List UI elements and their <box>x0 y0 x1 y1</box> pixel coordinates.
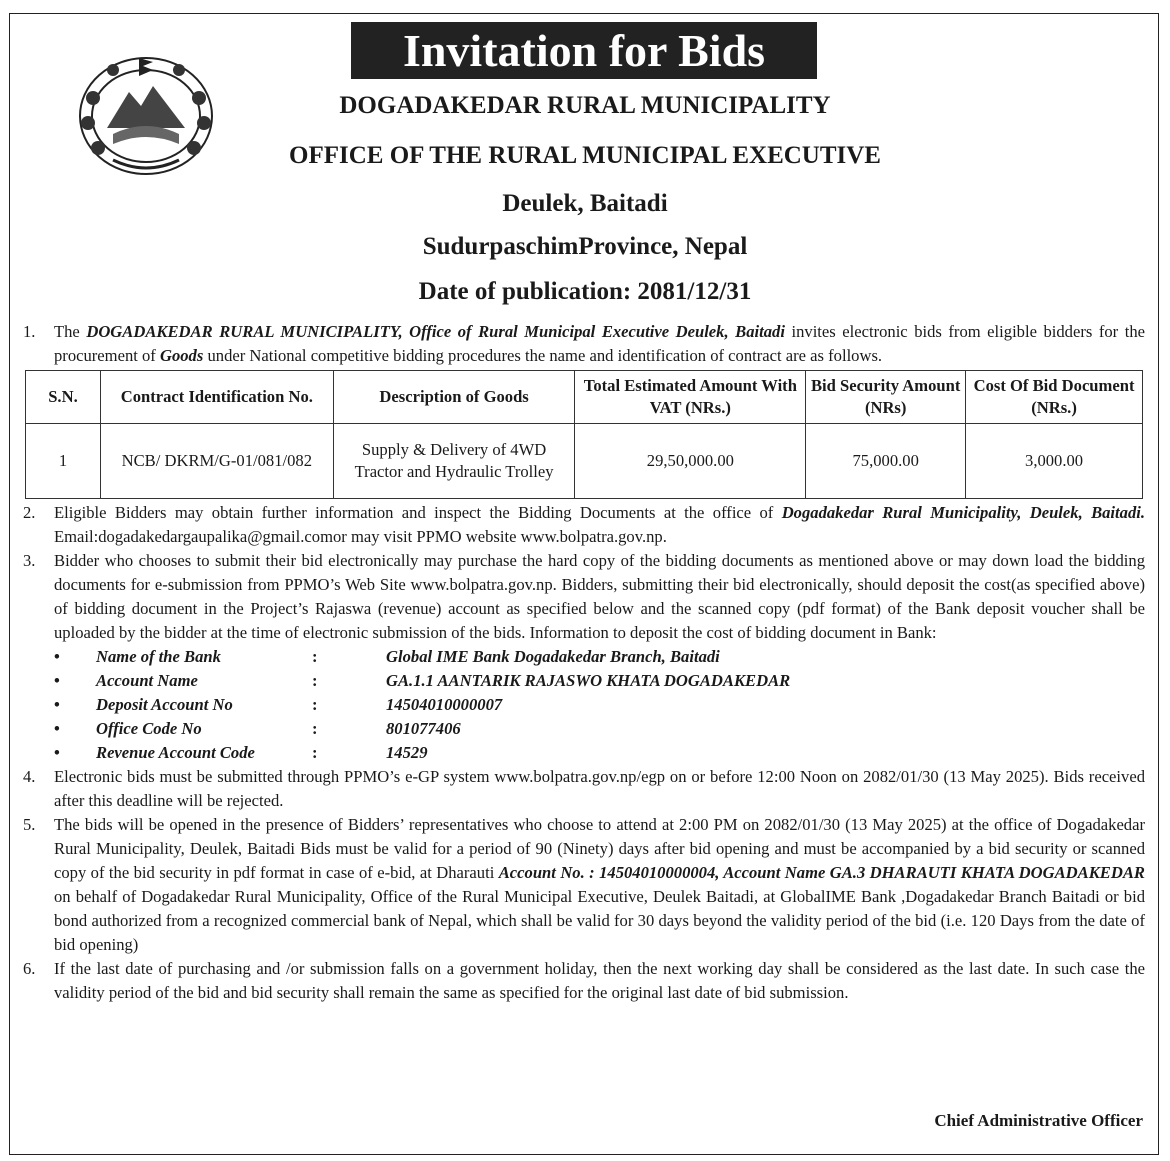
bullet: • <box>54 647 60 666</box>
bank-label: Name of the Bank <box>96 647 221 666</box>
text: invites electronic bids from eligible bidders for the procurement of <box>54 322 1146 365</box>
text: The <box>54 322 87 341</box>
notice-title: Invitation for Bids <box>351 22 817 79</box>
text: Electronic bids must be submitted through PPMO’s e-GP system www.bolpatra.gov.np/egp on or before 12:00 Noon on 2082/01/30 (13 May 2025). Bids received after this deadline will be rejected. <box>54 767 1145 810</box>
text: Bidder who chooses to submit their bid electronically may purchase the hard copy of the bidding documents as mentioned above or may down load the bidding documents for e-submission from PPMO’s Web Site www.bolpatra.gov.np. Bidders, submitting their bid electronically, should deposit the cost(as specified above) of bidding document in the Project’s Rajaswa (revenue) account as specified below and the scanned copy (pdf format) of the Bank deposit voucher shall be uploaded by the bidder at the time of electronic submission of the bids. Information to deposit the cost of bidding document in Bank: <box>54 551 1145 642</box>
paragraph-1 <box>23 320 1145 368</box>
colon: : <box>312 719 318 738</box>
colon: : <box>312 695 318 714</box>
paragraph-number: 2. <box>23 503 36 522</box>
text: on behalf of Dogadakedar Rural Municipality, Office of the Rural Municipal Executive, Deulek Baitadi, at GlobalIME Bank ,Dogadakedar Branch Baitadi or bid bond authorized from a recognized commercial bank of Nepal, which shall be valid for 30 days beyond the validity period of the bid (i.e. 120 Days from the date of bid opening) <box>54 887 1145 954</box>
bank-row <box>54 741 1145 765</box>
bank-row <box>54 669 1145 693</box>
bullet: • <box>54 695 60 714</box>
bank-value: 14529 <box>386 743 428 762</box>
paragraph-number: 3. <box>23 551 36 570</box>
bullet: • <box>54 671 60 690</box>
bank-row <box>54 717 1145 741</box>
office-name: OFFICE OF THE RURAL MUNICIPAL EXECUTIVE <box>289 142 881 169</box>
cell-description: Supply & Delivery of 4WD Tractor and Hydraulic Trolley <box>333 424 575 499</box>
paragraph-6 <box>23 957 1145 1005</box>
paragraph-number: 5. <box>23 815 36 834</box>
notice-body <box>23 320 1145 1005</box>
paragraph-number: 1. <box>23 322 36 341</box>
bullet: • <box>54 719 60 738</box>
header-contract-id: Contract Identification No. <box>100 371 333 424</box>
bank-row <box>54 645 1145 669</box>
cell-sn: 1 <box>26 424 101 499</box>
text: under National competitive bidding procedures the name and identification of contract are as follows. <box>203 346 883 365</box>
table-header-row <box>26 371 1143 424</box>
cell-contract-id: NCB/ DKRM/G-01/081/082 <box>100 424 333 499</box>
header-estimated-amount: Total Estimated Amount With VAT (NRs.) <box>575 371 806 424</box>
bank-value: GA.1.1 AANTARIK RAJASWO KHATA DOGADAKEDAR <box>386 671 791 690</box>
bank-label: Deposit Account No <box>96 695 233 714</box>
text: Email:dogadakedargaupalika@gmail.comor may visit PPMO website www.bolpatra.gov.np. <box>54 527 667 546</box>
bold-text: Goods <box>159 346 204 365</box>
bank-value: 14504010000007 <box>386 695 503 714</box>
contract-table <box>25 370 1143 499</box>
colon: : <box>312 743 318 762</box>
bank-details <box>23 645 1145 765</box>
bank-label: Office Code No <box>96 719 202 738</box>
bullet: • <box>54 743 60 762</box>
bold-text: Dogadakedar Rural Municipality, Deulek, Baitadi. <box>781 503 1146 522</box>
bank-value: 801077406 <box>386 719 461 738</box>
signature-title: Chief Administrative Officer <box>934 1111 1143 1130</box>
paragraph-number: 4. <box>23 767 36 786</box>
paragraph-3 <box>23 549 1145 645</box>
text: If the last date of purchasing and /or submission falls on a government holiday, then the next working day shall be considered as the last date. In such case the validity period of the bid and bid security shall remain the same as specified for the original last date of bid submission. <box>54 959 1145 1002</box>
cell-doc-cost: 3,000.00 <box>966 424 1143 499</box>
bold-text: Account No. : 14504010000004, Account Name GA.3 DHARAUTI KHATA DOGADAKEDAR <box>498 863 1145 882</box>
cell-estimated-amount: 29,50,000.00 <box>575 424 806 499</box>
paragraph-4 <box>23 765 1145 813</box>
header-doc-cost: Cost Of Bid Document (NRs.) <box>966 371 1143 424</box>
text: The bids will be opened in the presence of Bidders’ representatives who choose to attend at 2:00 PM on 2082/01/30 (13 May 2025) at the office of Dogadakedar Rural Municipality, Deulek, Baitadi Bids must be valid for a period of 90 (Ninety) days after bid opening and must be accompanied by a bid security or scanned copy of the bid security in pdf format in case of e-bid, at Dharauti <box>54 815 1145 882</box>
text: Eligible Bidders may obtain further information and inspect the Bidding Documents at the office of <box>54 503 782 522</box>
header-bid-security: Bid Security Amount (NRs) <box>806 371 966 424</box>
cell-bid-security: 75,000.00 <box>806 424 966 499</box>
bank-row <box>54 693 1145 717</box>
publication-date: Date of publication: 2081/12/31 <box>418 278 752 305</box>
colon: : <box>312 671 318 690</box>
bold-text: DOGADAKEDAR RURAL MUNICIPALITY, Office of Rural Municipal Executive Deulek, Baitadi <box>86 322 785 341</box>
paragraph-2 <box>23 501 1145 549</box>
location: Deulek, Baitadi <box>502 190 668 217</box>
paragraph-number: 6. <box>23 959 36 978</box>
bank-value: Global IME Bank Dogadakedar Branch, Baitadi <box>386 647 720 666</box>
colon: : <box>312 647 318 666</box>
province: SudurpaschimProvince, Nepal <box>422 233 748 260</box>
paragraph-5 <box>23 813 1145 957</box>
header-sn: S.N. <box>26 371 101 424</box>
table-row <box>26 424 1143 499</box>
header-description: Description of Goods <box>333 371 575 424</box>
bank-label: Revenue Account Code <box>96 743 255 762</box>
municipality-name: DOGADAKEDAR RURAL MUNICIPALITY <box>339 92 831 119</box>
bank-label: Account Name <box>96 671 198 690</box>
